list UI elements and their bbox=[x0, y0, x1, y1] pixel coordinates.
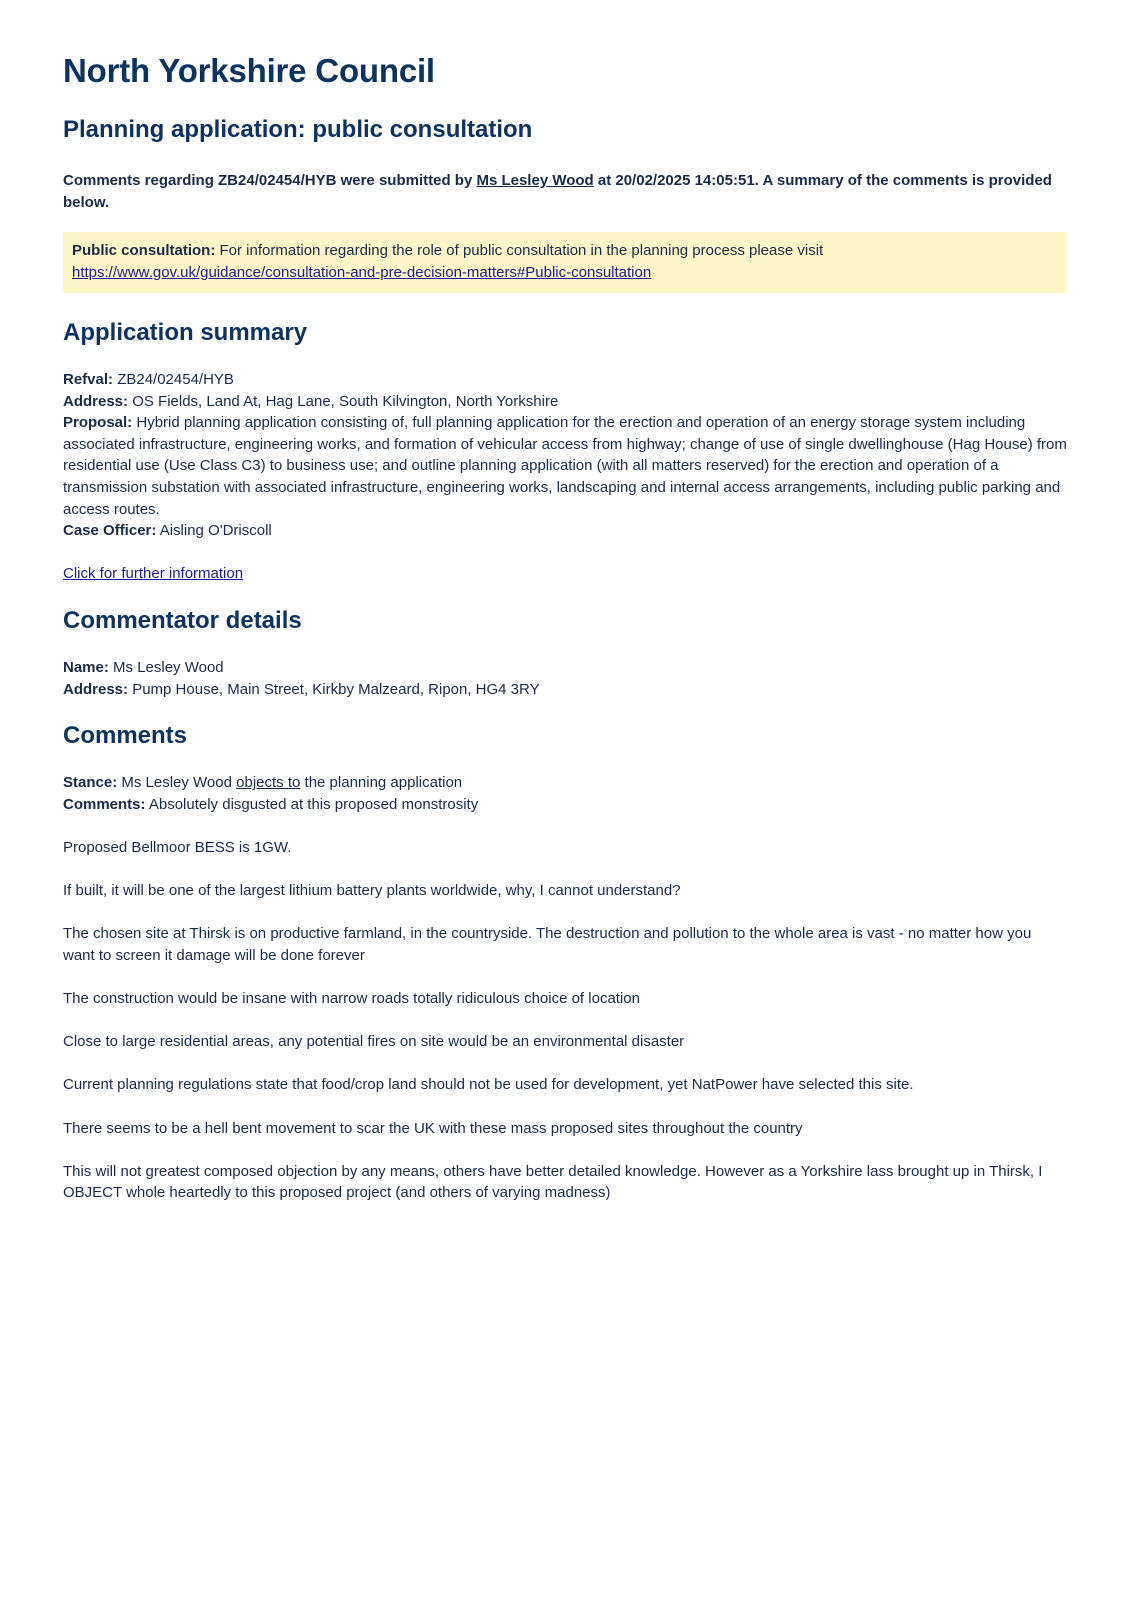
comment-paragraph: Close to large residential areas, any potential fires on site would be an environmental disaster bbox=[63, 1033, 685, 1051]
case-officer-row bbox=[63, 520, 1067, 542]
stance-prefix: Ms Lesley Wood bbox=[117, 774, 237, 792]
comments-heading: Comments bbox=[63, 722, 188, 750]
stance-row bbox=[63, 772, 1067, 794]
comments-label: Comments: bbox=[63, 795, 146, 813]
refval-label: Refval: bbox=[63, 371, 114, 388]
comment-paragraph: Proposed Bellmoor BESS is 1GW. bbox=[63, 838, 292, 856]
commentator-details bbox=[63, 657, 1067, 700]
notice-text: For information regarding the role of public consultation in the planning process please visit bbox=[215, 242, 824, 259]
page-subtitle: Planning application: public consultation bbox=[63, 116, 533, 143]
refval-row bbox=[63, 369, 1067, 391]
comment-paragraph: This will not greatest composed objection by any means, others have better detailed knowledge. However as a Yorkshire lass brought up in Thirsk, I OBJECT whole heartedly to this proposed project (and others of varying madness) bbox=[63, 1162, 1043, 1202]
commentator-heading: Commentator details bbox=[63, 606, 302, 634]
comment-paragraph: The construction would be insane with narrow roads totally ridiculous choice of location bbox=[63, 990, 640, 1008]
submitter-link[interactable]: Ms Lesley Wood bbox=[476, 172, 594, 189]
refval-value: ZB24/02454/HYB bbox=[113, 371, 234, 388]
comment-paragraph: The chosen site at Thirsk is on productive farmland, in the countryside. The destruction and pollution to the whole area is vast - no matter how you want to screen it damage will be done forever bbox=[63, 925, 1032, 964]
site-address-row bbox=[63, 391, 1067, 413]
commentator-address-row bbox=[63, 679, 1067, 701]
stance-objects-link[interactable]: objects to bbox=[236, 774, 301, 792]
comments-row bbox=[63, 794, 1067, 816]
comment-paragraph: Current planning regulations state that food/crop land should not be used for development, yet NatPower have selected this site. bbox=[63, 1076, 914, 1094]
intro-text bbox=[63, 170, 1067, 214]
further-info-row bbox=[63, 563, 1067, 585]
case-officer-label: Case Officer: bbox=[63, 522, 157, 540]
proposal-row bbox=[63, 412, 1067, 520]
consultation-guidance-link[interactable]: https://www.gov.uk/guidance/consultation-and-pre-decision-matters#Public-consultation bbox=[72, 264, 652, 281]
stance-label: Stance: bbox=[63, 774, 118, 792]
commentator-name-row bbox=[63, 657, 1067, 679]
proposal-label: Proposal: bbox=[63, 414, 133, 432]
stance-suffix: the planning application bbox=[300, 774, 463, 792]
application-summary-heading: Application summary bbox=[63, 319, 308, 346]
commentator-address-label: Address: bbox=[63, 680, 129, 698]
comments-first-line: Absolutely disgusted at this proposed monstrosity bbox=[145, 795, 479, 813]
comments-section bbox=[63, 772, 1067, 1204]
intro-suffix: at 20/02/2025 14:05:51. A summary of the comments is provided below. bbox=[63, 172, 1052, 211]
commentator-address-value: Pump House, Main Street, Kirkby Malzeard, Ripon, HG4 3RY bbox=[128, 680, 540, 698]
proposal-value: Hybrid planning application consisting of, full planning application for the erection and operation of an energy storage system including associated infrastructure, engineering works, and formation of vehicular access from highway; change of use of single dwellinghouse (Hag House) from residential use (Use Class C3) to business use; and outline planning application (with all matters reserved) for the erection and operation of a transmission substation with associated infrastructure, engineering works, landscaping and internal access arrangements, including public parking and access routes. bbox=[63, 414, 1067, 518]
commentator-name-label: Name: bbox=[63, 658, 109, 676]
site-address-value: OS Fields, Land At, Hag Lane, South Kilvington, North Yorkshire bbox=[128, 392, 559, 410]
council-title: North Yorkshire Council bbox=[63, 52, 435, 89]
further-info-link[interactable]: Click for further information bbox=[63, 565, 244, 583]
consultation-notice bbox=[63, 232, 1067, 293]
notice-label: Public consultation: bbox=[72, 242, 216, 259]
intro-prefix: Comments regarding ZB24/02454/HYB were submitted by bbox=[63, 172, 477, 189]
comment-paragraph: There seems to be a hell bent movement to scar the UK with these mass proposed sites throughout the country bbox=[63, 1119, 803, 1137]
case-officer-value: Aisling O'Driscoll bbox=[156, 522, 272, 540]
commentator-name-value: Ms Lesley Wood bbox=[108, 658, 224, 676]
comment-paragraph: If built, it will be one of the largest lithium battery plants worldwide, why, I cannot understand? bbox=[63, 882, 681, 900]
application-summary bbox=[63, 369, 1067, 585]
site-address-label: Address: bbox=[63, 392, 129, 410]
